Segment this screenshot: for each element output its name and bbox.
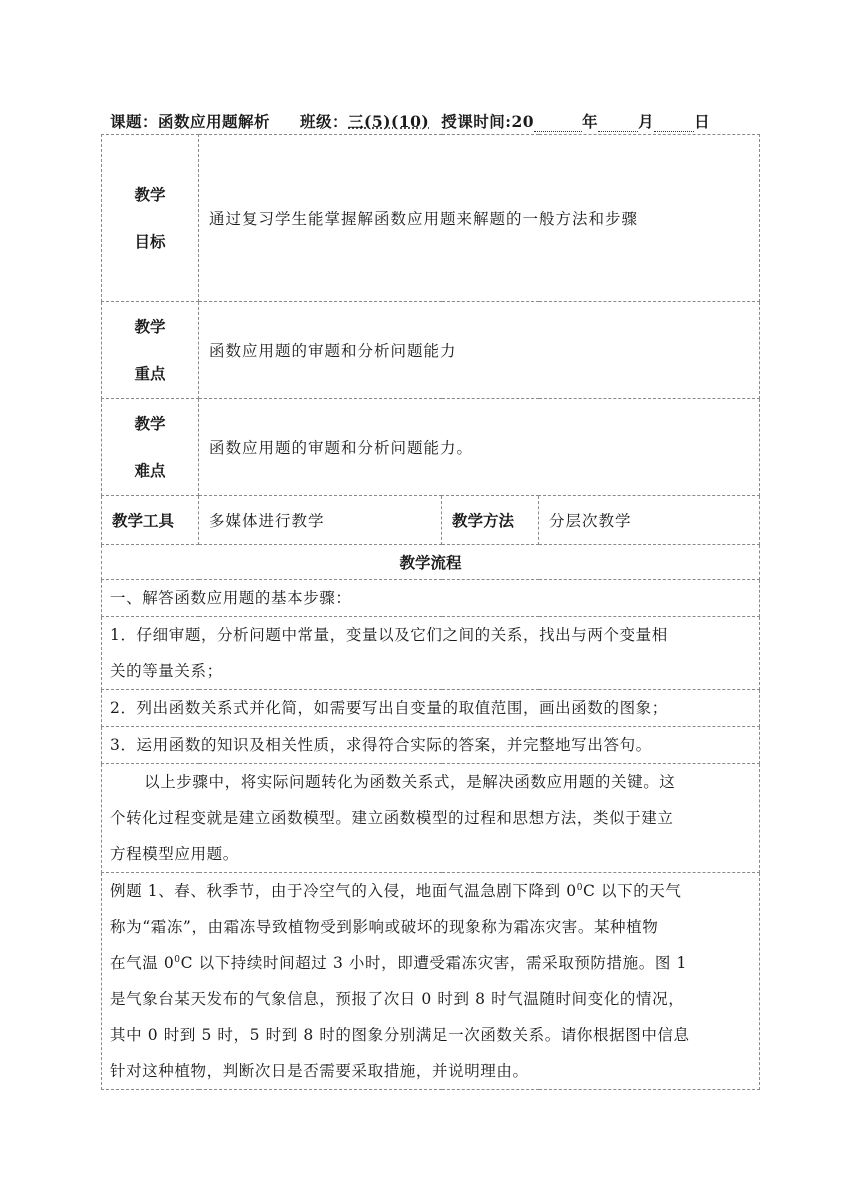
- lesson-header: [110, 110, 756, 134]
- flow-header-row: [102, 545, 760, 580]
- class-value: 三(5)(10): [348, 112, 430, 131]
- topic-label: 课题：: [110, 112, 159, 131]
- key-row: [102, 302, 760, 399]
- section-1-row: [102, 580, 760, 617]
- goal-row: [102, 135, 760, 302]
- topic-value: 函数应用题解析: [158, 112, 271, 131]
- example-1: 例题 1、春、秋季节，由于冷空气的入侵，地面气温急剧下降到 $0^0C$ 以下的天气 称为“霜冻”，由霜冻导致植物受到影响或破坏的现象称为霜冻灾害。某种植物 在气温 $0^0C$ 以下持续时间超过 3 小时，即遭受霜冻灾害，需采取预防措施。图 1 是气象台某天发布的气象信息，预报了次日 0 时到 8 时气温随时间变化的情况， 其中 0 时到 5 时，5 时到 8 时的图象分别满足一次函数关系。请你根据图中信息 针对这种植物，判断次日是否需要采取措施，并说明理由。: [102, 873, 760, 1090]
- difficulty-label: 教学 难点: [102, 399, 199, 496]
- goal-label: 教学 目标: [102, 135, 199, 302]
- class-label: 班级：: [300, 112, 349, 131]
- method-label: 教学方法: [442, 496, 539, 545]
- lesson-plan-table: [101, 134, 760, 1090]
- tools-label: 教学工具: [102, 496, 199, 545]
- day-blank: [654, 115, 694, 132]
- year-label: 年: [582, 112, 599, 131]
- month-label: 月: [638, 112, 655, 131]
- example-row: [102, 873, 760, 1090]
- key-text: 函数应用题的审题和分析问题能力: [199, 302, 760, 399]
- difficulty-row: [102, 399, 760, 496]
- difficulty-text: 函数应用题的审题和分析问题能力。: [199, 399, 760, 496]
- step-3: 3．运用函数的知识及相关性质，求得符合实际的答案，并完整地写出答句。: [102, 727, 760, 764]
- goal-text: 通过复习学生能掌握解函数应用题来解题的一般方法和步骤: [199, 135, 760, 302]
- time-label: 授课时间:20: [441, 112, 535, 131]
- tools-row: [102, 496, 760, 545]
- step-2: 2．列出函数关系式并化简，如需要写出自变量的取值范围，画出函数的图象；: [102, 690, 760, 727]
- tools-value: 多媒体进行教学: [199, 496, 442, 545]
- year-blank: [534, 115, 582, 132]
- section-1-heading: 一、解答函数应用题的基本步骤：: [102, 580, 760, 617]
- flow-title: 教学流程: [102, 545, 760, 580]
- key-label: 教学 重点: [102, 302, 199, 399]
- paragraph-row: [102, 764, 760, 873]
- method-value: 分层次教学: [539, 496, 760, 545]
- month-blank: [598, 115, 638, 132]
- day-label: 日: [694, 112, 711, 131]
- step-1: 1．仔细审题，分析问题中常量，变量以及它们之间的关系，找出与两个变量相 关的等量关系；: [102, 617, 760, 690]
- step-1-row: [102, 617, 760, 690]
- summary-paragraph: 以上步骤中，将实际问题转化为函数关系式，是解决函数应用题的关键。这 个转化过程变就是建立函数模型。建立函数模型的过程和思想方法，类似于建立 方程模型应用题。: [102, 764, 760, 873]
- step-2-row: [102, 690, 760, 727]
- step-3-row: [102, 727, 760, 764]
